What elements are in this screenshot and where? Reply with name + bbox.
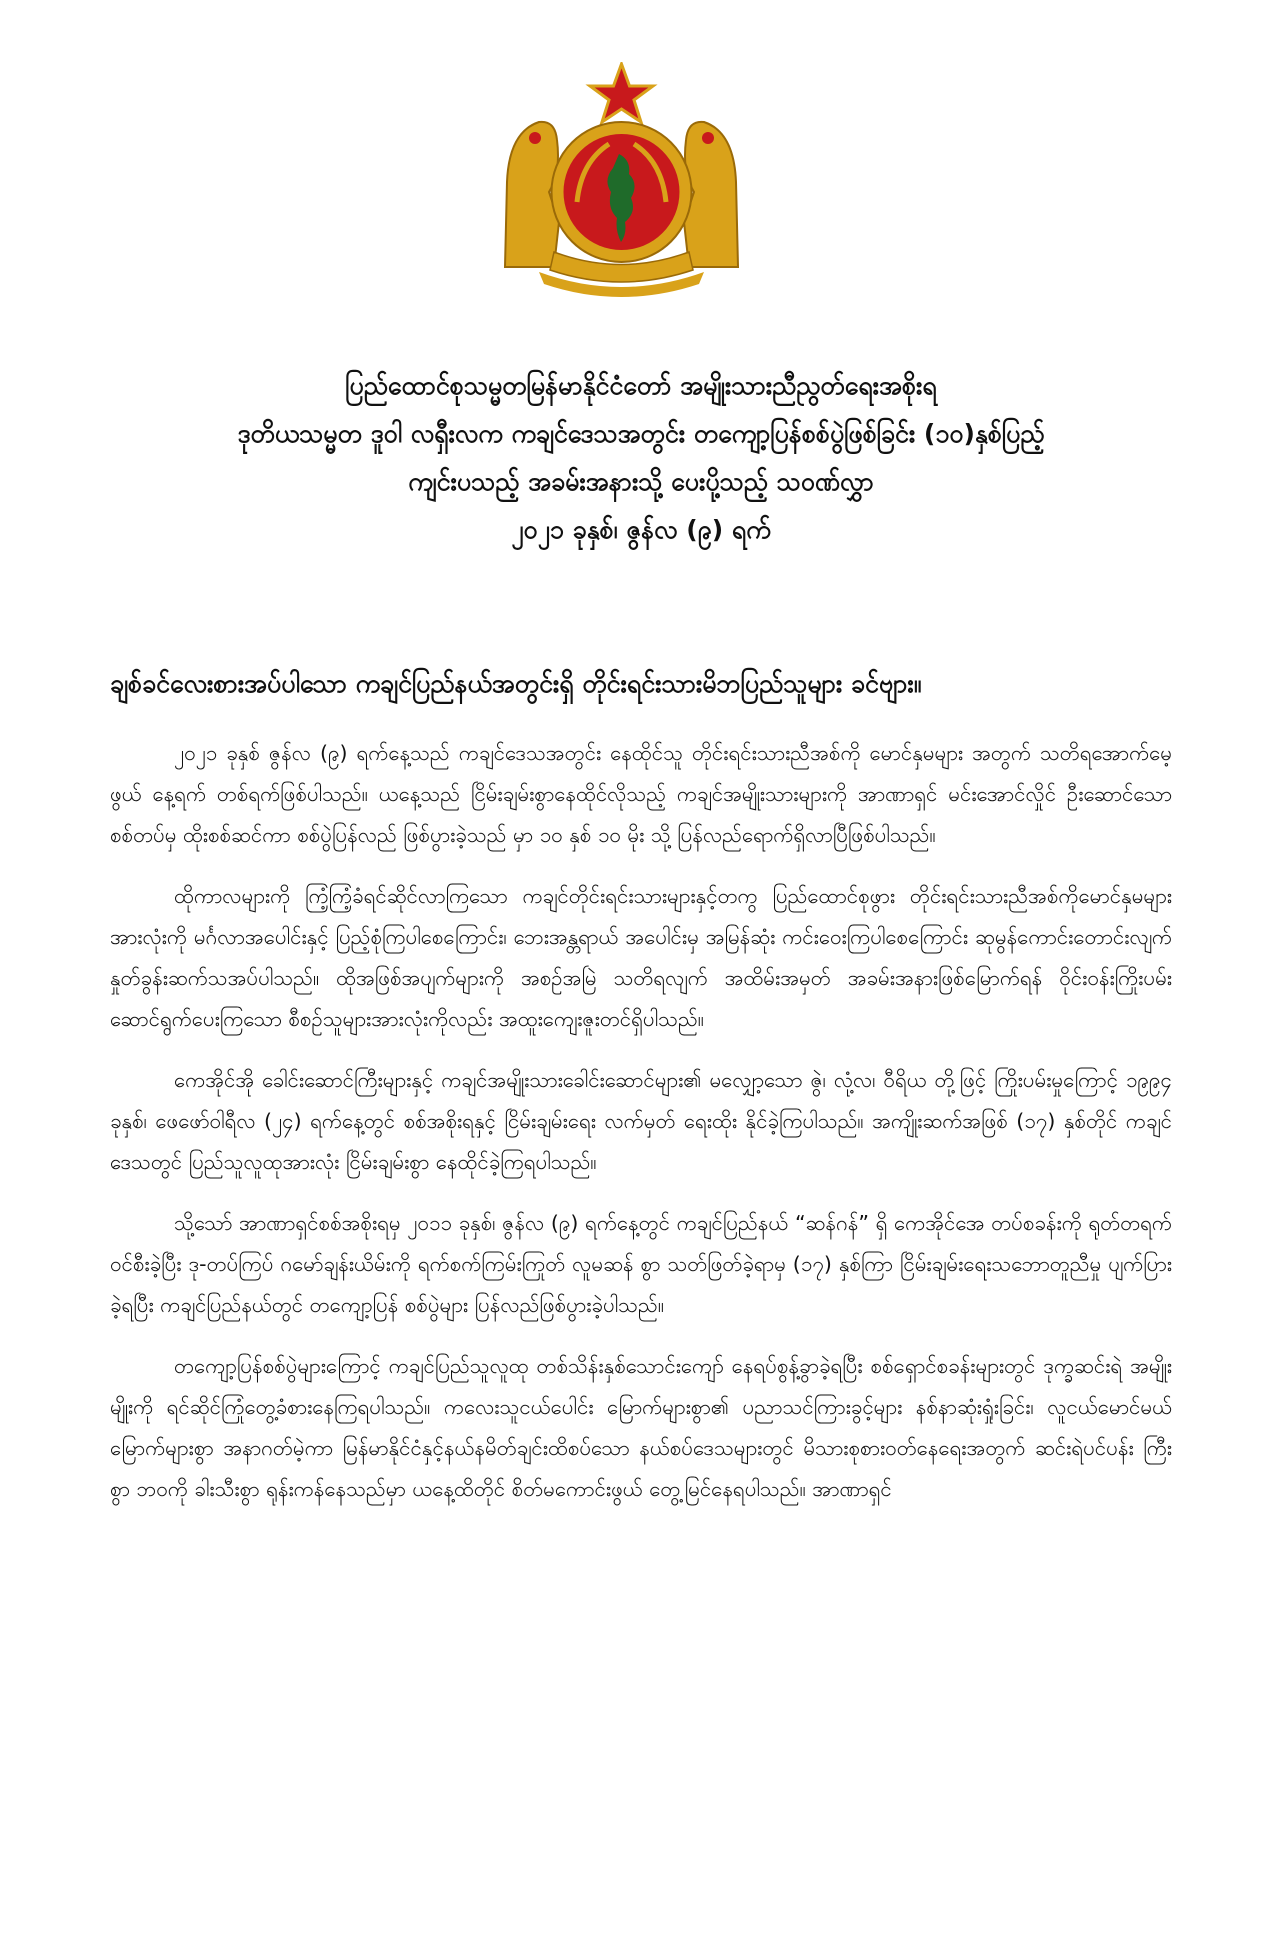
heading-subject: ဒုတိယသမ္မတ ဒူဝါ လရှီးလက ကချင်ဒေသအတွင်း တကျော့ပြန်စစ်ပွဲဖြစ်ခြင်း (၁၀)နှစ်ပြည့် bbox=[237, 419, 1045, 448]
paragraph: ထိုကာလများကို ကြံ့ကြံ့ခံရင်ဆိုင်လာကြသော ကချင်တိုင်းရင်းသားများနှင့်တကွ ပြည်ထောင်စုဖွား တိုင်းရင်းသားညီအစ်ကိုမောင်နှမများအားလုံးကို မင်္ဂလာအပေါင်းနှင့် ပြည့်စုံကြပါစေကြောင်း၊ ဘေးအန္တရာယ် အပေါင်းမှ အမြန်ဆုံး ကင်းဝေးကြပါစေကြောင်း ဆုမွန်ကောင်းတောင်းလျက် နှုတ်ခွန်းဆက်သအပ်ပါသည်။ ထိုအဖြစ်အပျက်များကို အစဉ်အမြဲ သတိရလျက် အထိမ်းအမှတ် အခမ်းအနားဖြစ်မြောက်ရန် ဝိုင်းဝန်းကြိုးပမ်း ဆောင်ရွက်ပေးကြသော စီစဉ်သူများအားလုံးကိုလည်း အထူးကျေးဇူးတင်ရှိပါသည်။ bbox=[110, 884, 1172, 1031]
paragraph: ကေအိုင်အို ခေါင်းဆောင်ကြီးများနှင့် ကချင်အမျိုးသားခေါင်းဆောင်များ၏ မလျှော့သော ဇွဲ၊ လုံ့လ၊ ဝီရိယ တို့ဖြင့် ကြိုးပမ်းမှုကြောင့် ၁၉၉၄ ခုနှစ်၊ ဖေဖော်ဝါရီလ (၂၄) ရက်နေ့တွင် စစ်အစိုးရနှင့် ငြိမ်းချမ်းရေး လက်မှတ် ရေးထိုး နိုင်ခဲ့ကြပါသည်။ အကျိုးဆက်အဖြစ် (၁၇) နှစ်တိုင် ကချင်ဒေသတွင် ပြည်သူလူထုအားလုံး ငြိမ်းချမ်းစွာ နေထိုင်ခဲ့ကြရပါသည်။ bbox=[110, 1068, 1172, 1174]
paragraph: ၂၀၂၁ ခုနှစ် ဇွန်လ (၉) ရက်နေ့သည် ကချင်ဒေသအတွင်း နေထိုင်သူ တိုင်းရင်းသားညီအစ်ကို မောင်နှမများ အတွက် သတိရအောက်မေ့ဖွယ် နေ့ရက် တစ်ရက်ဖြစ်ပါသည်။ ယနေ့သည် ငြိမ်းချမ်းစွာနေထိုင်လိုသည့် ကချင်အမျိုးသားများကို အာဏာရှင် မင်းအောင်လှိုင် ဦးဆောင်သော စစ်တပ်မှ ထိုးစစ်ဆင်ကာ စစ်ပွဲပြန်လည် ဖြစ်ပွားခဲ့သည် မှာ ၁၀ နှစ် ၁၀ မိုး သို့ ပြန်လည်ရောက်ရှိလာပြီဖြစ်ပါသည်။ bbox=[110, 741, 1172, 847]
heading-subject-cont: ကျင်းပသည့် အခမ်းအနားသို့ ပေးပို့သည့် သဝဏ်လွှာ bbox=[408, 467, 874, 496]
paragraph: သို့သော် အာဏာရှင်စစ်အစိုးရမှ ၂၀၁၁ ခုနှစ်၊ ဇွန်လ (၉) ရက်နေ့တွင် ကချင်ပြည်နယ် “ဆန်ဂန်” ရှိ ကေအိုင်အေ တပ်စခန်းကို ရုတ်တရက်ဝင်စီးခဲ့ပြီး ဒု-တပ်ကြပ် ဂမော်ချန်းယိမ်းကို ရက်စက်ကြမ်းကြုတ် လူမဆန် စွာ သတ်ဖြတ်ခဲ့ရာမှ (၁၇) နှစ်ကြာ ငြိမ်းချမ်းရေးသဘောတူညီမှု ပျက်ပြားခဲ့ရပြီး ကချင်ပြည်နယ်တွင် တကျော့ပြန် စစ်ပွဲများ ပြန်လည်ဖြစ်ပွားခဲ့ပါသည်။ bbox=[110, 1211, 1172, 1317]
salutation: ချစ်ခင်လေးစားအပ်ပါသော ကချင်ပြည်နယ်အတွင်းရှိ တိုင်းရင်းသားမိဘပြည်သူများ ခင်ဗျား။ bbox=[110, 669, 922, 698]
heading-government: ပြည်ထောင်စုသမ္မတမြန်မာနိုင်ငံတော် အမျိုးသားညီညွတ်ရေးအစိုးရ bbox=[345, 371, 937, 400]
heading-date: ၂၀၂၁ ခုနှစ်၊ ဇွန်လ (၉) ရက် bbox=[511, 515, 771, 544]
document-heading bbox=[100, 362, 1182, 554]
state-seal-emblem bbox=[499, 62, 744, 297]
paragraph: တကျော့ပြန်စစ်ပွဲများကြောင့် ကချင်ပြည်သူလူထု တစ်သိန်းနှစ်သောင်းကျော် နေရပ်စွန့်ခွာခဲ့ရပြီး စစ်ရှောင်စခန်းများတွင် ဒုက္ခဆင်းရဲ အမျိုးမျိုးကို ရင်ဆိုင်ကြုံတွေ့ခံစားနေကြရပါသည်။ ကလေးသူငယ်ပေါင်း မြောက်များစွာ၏ ပညာသင်ကြားခွင့်များ နစ်နာဆုံးရှုံးခြင်း၊ လူငယ်မောင်မယ်မြောက်များစွာ အနာဂတ်မဲ့ကာ မြန်မာနိုင်ငံနှင့်နယ်နမိတ်ချင်းထိစပ်သော နယ်စပ်ဒေသများတွင် မိသားစုစားဝတ်နေရေးအတွက် ဆင်းရဲပင်ပန်း ကြီးစွာ ဘဝကို ခါးသီးစွာ ရုန်းကန်နေသည်မှာ ယနေ့ထိတိုင် စိတ်မကောင်းဖွယ် တွေ့မြင်နေရပါသည်။ အာဏာရှင် bbox=[110, 1354, 1172, 1501]
letter-body bbox=[110, 733, 1172, 1530]
